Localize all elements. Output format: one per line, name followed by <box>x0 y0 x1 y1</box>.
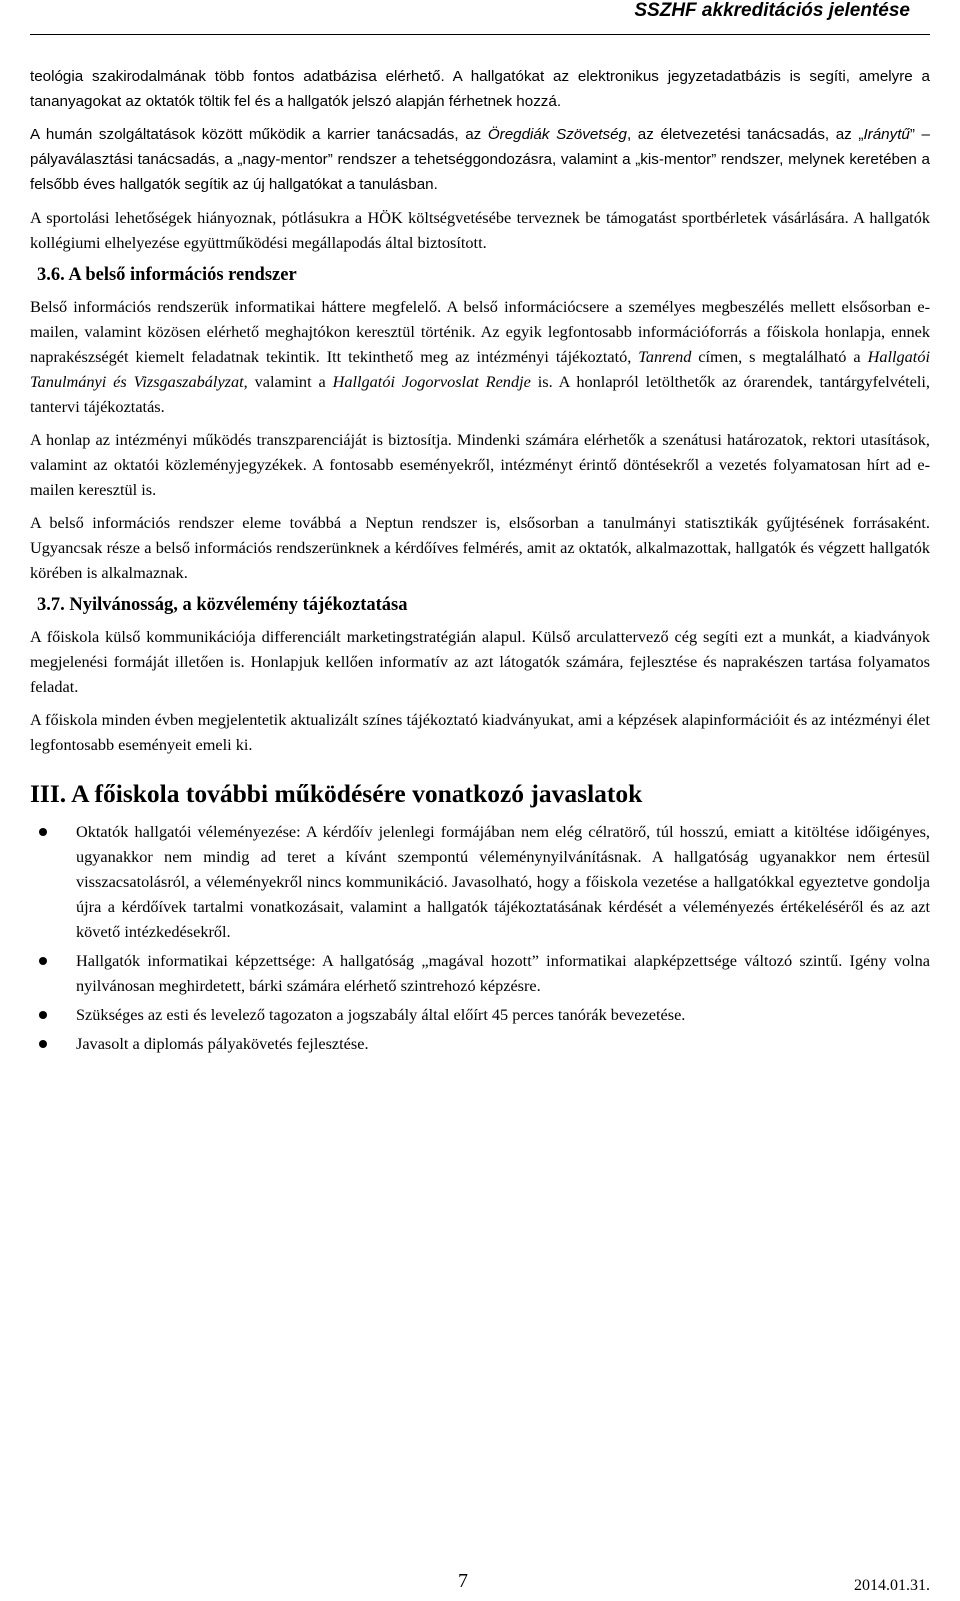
paragraph-sports: A sportolási lehetőségek hiányoznak, pótlásukra a HÖK költségvetésébe terveznek be támogatást sportbérletek vásárlására. A hallgatók kollégiumi elhelyezése együttműködési megállapodás által biztosított. <box>30 208 930 252</box>
text-run-italic: Öregdiák Szövetség <box>487 126 627 143</box>
paragraph-human-services <box>30 122 930 197</box>
text-run: Belső információs rendszerük informatikai háttere megfelelő. A belső információcsere a személyes megbeszélés mellett elsősorban e-mailen, valamint közösen elérhető meghajtókon keresztül történik. Az egyik legfontosabb információforrás a főiskola honlapja, ennek naprakészségét kiemelt feladatnak tekintik. Itt tekinthető meg az intézményi tájékoztató, <box>30 297 930 366</box>
paragraph-communication: A főiskola külső kommunikációja differenciált marketingstratégián alapul. Külső arculattervező cég segíti ezt a munkát, a kiadványok megjelenési formáját illetően is. Honlapjuk kellően informatív az azt látogatók számára, fejlesztése és naprakészen tartása folyamatos feladat. <box>30 627 930 696</box>
paragraph-info-system <box>30 294 930 419</box>
text-run: , az életvezetési tanácsadás, az „ <box>626 126 864 143</box>
text-run: , valamint a <box>243 372 333 391</box>
text-run: A humán szolgáltatások között működik a karrier tanácsadás, az <box>30 126 488 143</box>
list-item <box>30 819 930 944</box>
footer-date: 2014.01.31. <box>854 1577 930 1594</box>
list-item <box>30 948 930 998</box>
document-title: SSZHF akkreditációs jelentése <box>634 0 910 21</box>
text-run: címen, s megtalálható a <box>691 347 868 366</box>
text-run: ” – pályaválasztási tanácsadás, a „nagy-mentor” rendszer a tehetséggondozásra, valamint a „kis-mentor” rendszer, melynek keretében a felsőbb éves hallgatók segítik az új hallgatókat a tanulásban. <box>30 126 930 193</box>
header-divider <box>30 34 930 35</box>
document-body <box>30 64 930 1060</box>
text-run-italic: Hallgatói Jogorvoslat Rendje <box>332 372 531 391</box>
text-run: is. A honlapról letölthetők az órarendek, tantárgyfelvételi, tantervi tájékoztatás. <box>30 372 930 416</box>
text-run-italic: Iránytű <box>863 126 910 143</box>
paragraph-publications: A főiskola minden évben megjelentetik aktualizált színes tájékoztató kiadványukat, ami a képzések alapinformációit és az intézményi élet legfontosabb eseményeit emeli ki. <box>30 710 930 754</box>
text-run-italic: Tanrend <box>638 347 692 366</box>
section-heading-3-6: 3.6. A belső információs rendszer <box>37 265 297 285</box>
bullet-icon <box>39 1040 47 1048</box>
paragraph-neptun: A belső információs rendszer eleme továbbá a Neptun rendszer is, elsősorban a tanulmányi statisztikák gyűjtésének forrásaként. Ugyancsak része a belső információs rendszerünknek a kérdőíves felmérés, amit az oktatók, alkalmazottak, hallgatók és végzett hallgatók körében is alkalmaznak. <box>30 513 930 582</box>
recommendations-list <box>30 819 930 1056</box>
list-item-text: Oktatók hallgatói véleményezése: A kérdőív jelenlegi formájában nem elég célratörő, túl hosszú, emiatt a kitöltése időigényes, ugyanakkor nem mindig ad teret a kívánt szempontú véleménynyilvánításnak. A hallgatóság ugyanakkor nem értesül visszacsatolásról, a véleményekről nincs kommunikáció. Javasolható, hogy a főiskola vezetése a hallgatókkal egyeztetve gondolja újra a kérdőívek tartalmi vonatkozásait, valamint a hallgatók tájékoztatásának kérdését a véleményezés értékeléséről és az azt követő intézkedésekről. <box>76 822 930 941</box>
text-run-italic: Hallgatói Tanulmányi és Vizsgaszabályzat <box>30 347 930 391</box>
paragraph-transparency: A honlap az intézményi működés transzparenciáját is biztosítja. Mindenki számára elérhetők a szenátusi határozatok, rektori utasítások, valamint az oktatói közleményjegyzékek. A fontosabb eseményekről, intézményt érintő döntésekről a vezetés folyamatosan hírt ad e-mailen keresztül is. <box>30 430 930 499</box>
page-number: 7 <box>458 1570 468 1592</box>
chapter-heading-iii: III. A főiskola további működésére vonatkozó javaslatok <box>30 779 643 808</box>
bullet-icon <box>39 828 47 836</box>
paragraph-database: teológia szakirodalmának több fontos adatbázisa elérhető. A hallgatókat az elektronikus jegyzetadatbázis is segíti, amelyre a tananyagokat az oktatók töltik fel és a hallgatók jelszó alapján férhetnek hozzá. <box>30 68 930 110</box>
bullet-icon <box>39 957 47 965</box>
section-heading-3-7: 3.7. Nyilvánosság, a közvélemény tájékoztatása <box>37 595 408 615</box>
list-item <box>30 1031 930 1056</box>
list-item <box>30 1002 930 1027</box>
list-item-text: Szükséges az esti és levelező tagozaton a jogszabály által előírt 45 perces tanórák bevezetése. <box>76 1005 686 1024</box>
page-header <box>0 0 960 40</box>
list-item-text: Javasolt a diplomás pályakövetés fejlesztése. <box>76 1034 369 1053</box>
bullet-icon <box>39 1011 47 1019</box>
list-item-text: Hallgatók informatikai képzettsége: A hallgatóság „magával hozott” informatikai alapképzettsége változó szintű. Igény volna nyilvánosan meghirdetett, bárki számára elérhető szintrehozó képzésre. <box>76 951 930 995</box>
